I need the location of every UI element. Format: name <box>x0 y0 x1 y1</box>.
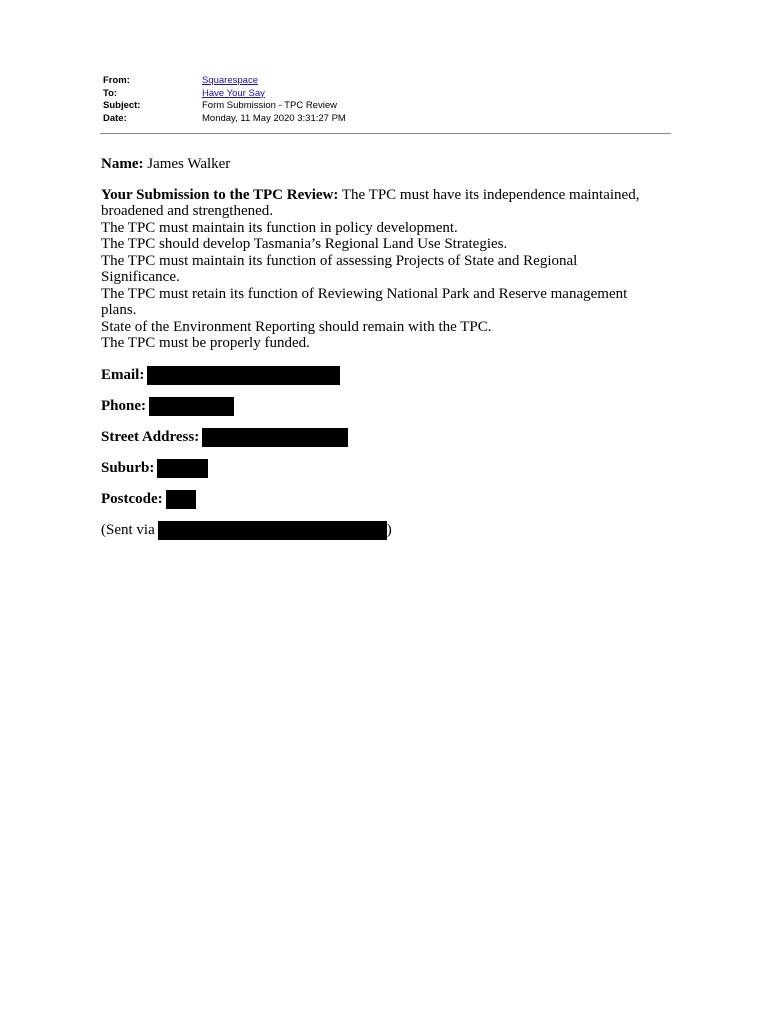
suburb-field-row <box>101 459 676 478</box>
email-label: Email: <box>101 366 145 383</box>
submission-line: The TPC must retain its function of Reviewing National Park and Reserve management <box>101 285 628 302</box>
sent-via-prefix: (Sent via <box>101 521 155 538</box>
date-value: Monday, 11 May 2020 3:31:27 PM <box>202 112 346 124</box>
submission-line: The TPC should develop Tasmania’s Regional Land Use Strategies. <box>101 236 508 252</box>
header-date-row <box>103 113 671 126</box>
submission-line: The TPC must maintain its function of assessing Projects of State and Regional <box>101 252 578 269</box>
postcode-field-row <box>101 490 676 509</box>
postcode-redaction <box>166 490 196 509</box>
header-from-row <box>103 75 671 88</box>
header-to-row <box>103 88 671 101</box>
subject-value: Form Submission - TPC Review <box>202 100 337 112</box>
street-redaction <box>202 428 348 447</box>
sent-via-suffix: ) <box>386 521 392 538</box>
name-label: Name: <box>101 156 144 172</box>
submission-paragraph <box>101 187 676 352</box>
email-redaction <box>147 366 340 385</box>
phone-label: Phone: <box>101 397 146 414</box>
submission-line: broadened and strengthened. <box>101 203 274 219</box>
submission-line: Significance. <box>101 269 180 285</box>
from-link[interactable]: Squarespace <box>202 75 258 86</box>
postcode-label: Postcode: <box>101 490 163 507</box>
subject-label: Subject: <box>103 100 141 112</box>
email-header <box>103 75 671 125</box>
submission-line: The TPC must maintain its function in policy development. <box>101 219 458 236</box>
header-subject-row <box>103 100 671 113</box>
sent-via-redaction <box>158 521 387 540</box>
email-field-row <box>101 366 676 385</box>
name-paragraph <box>101 156 676 173</box>
to-link[interactable]: Have Your Say <box>202 87 265 99</box>
submission-line: plans. <box>101 302 137 318</box>
phone-redaction <box>149 397 234 416</box>
street-field-row <box>101 428 676 447</box>
suburb-redaction <box>157 459 208 478</box>
submission-line: The TPC must be properly funded. <box>101 335 310 351</box>
date-label: Date: <box>103 112 127 124</box>
from-label: From: <box>103 75 130 86</box>
suburb-label: Suburb: <box>101 459 155 476</box>
header-divider <box>100 133 671 134</box>
submission-line: State of the Environment Reporting should remain with the TPC. <box>101 318 492 335</box>
street-label: Street Address: <box>101 428 200 445</box>
name-value: James Walker <box>147 156 231 172</box>
submission-line-text: The TPC must have its independence maintained, <box>341 186 640 203</box>
submission-label: Your Submission to the TPC Review: <box>101 186 339 203</box>
to-label: To: <box>103 87 118 99</box>
submission-body <box>101 156 676 552</box>
phone-field-row <box>101 397 676 416</box>
submission-line <box>101 187 676 204</box>
sent-via-row <box>101 521 676 540</box>
